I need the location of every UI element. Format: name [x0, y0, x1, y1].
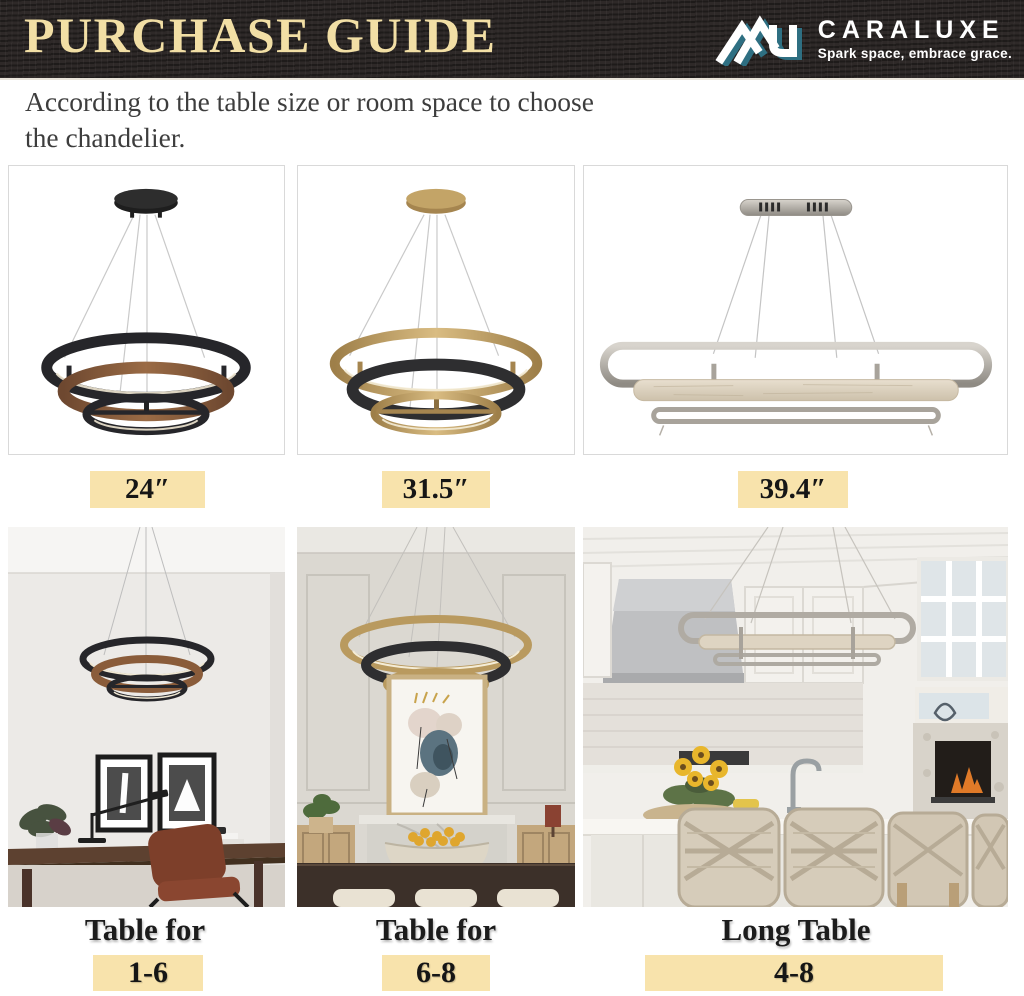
room-photo-kitchen — [583, 527, 1008, 907]
room-photo-dining — [297, 527, 575, 907]
caption-table-for-2: Table for — [375, 912, 497, 947]
size-badge-39in: 39.4″ — [738, 471, 848, 508]
brand-text — [818, 17, 1012, 61]
header-banner — [0, 0, 1024, 80]
product-image-31in — [297, 165, 575, 455]
kitchen-scene-illustration — [583, 527, 1008, 907]
chandelier-39in-illustration — [584, 166, 1007, 454]
room-photo-office — [8, 527, 285, 907]
mountain-logo-icon — [714, 8, 810, 71]
capacity-badge-6-8: 6-8 — [382, 955, 490, 991]
chandelier-24in-illustration — [9, 166, 284, 454]
page-title: PURCHASE GUIDE — [24, 7, 497, 63]
product-image-24in — [8, 165, 285, 455]
office-scene-illustration — [8, 527, 285, 907]
caption-long-table: Long Table — [721, 912, 871, 947]
brand-logo — [714, 8, 1012, 70]
capacity-badge-1-6: 1-6 — [93, 955, 203, 991]
intro-text: According to the table size or room space to choose the chandelier. — [25, 86, 594, 154]
brand-tagline: Spark space, embrace grace. — [817, 46, 1012, 62]
dining-scene-illustration — [297, 527, 575, 907]
size-badge-31in: 31.5″ — [382, 471, 490, 508]
caption-table-for-1: Table for — [84, 912, 206, 947]
size-badge-24in: 24″ — [90, 471, 205, 508]
chandelier-31in-illustration — [298, 166, 574, 454]
capacity-badge-4-8: 4-8 — [645, 955, 943, 991]
product-image-39in — [583, 165, 1008, 455]
brand-name: CARALUXE — [817, 15, 1005, 44]
